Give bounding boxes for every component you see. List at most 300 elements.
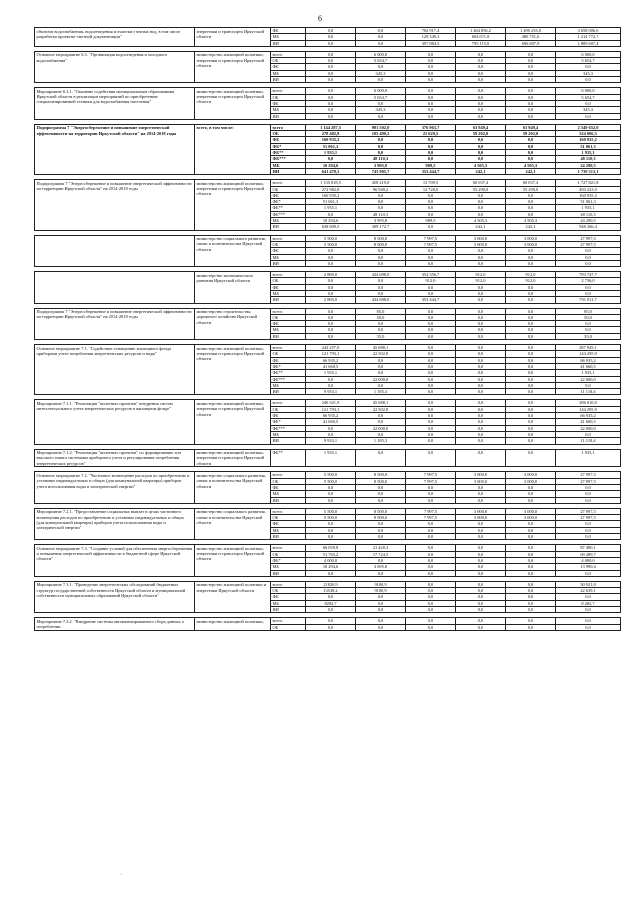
amount-cell: 0,0 <box>456 449 506 467</box>
amount-cell: 353 444,7 <box>406 297 456 303</box>
amount-cell: 10 294,6 <box>306 564 356 570</box>
amount-cell: 0,0 <box>456 137 506 143</box>
executor-cell: министерство социального развития, опеки и попечительства Иркутской области <box>195 235 271 266</box>
amount-cell: 0,0 <box>506 521 556 527</box>
funding-source-cell: МБ <box>271 70 306 76</box>
funding-source-cell: всего <box>271 618 306 624</box>
amount-cell: 0,0 <box>306 314 356 320</box>
amount-cell: 22 639,1 <box>556 588 621 594</box>
amount-cell: 41 660,5 <box>556 363 621 369</box>
amount-cell: 0,0 <box>406 607 456 613</box>
amount-cell: 13538,2 <box>306 588 356 594</box>
amount-cell: 0,0 <box>306 333 356 339</box>
amount-cell: 0,0 <box>356 28 406 34</box>
amount-cell: 1 889 607,4 <box>556 40 621 46</box>
amount-cell: 989,5 <box>406 162 456 168</box>
funding-source-cell: МБ <box>271 600 306 606</box>
amount-cell: 0,0 <box>306 521 356 527</box>
executor-cell: министерство жилищной политики, энергетики и транспорта Иркутской области <box>195 88 271 119</box>
amount-cell: 0,0 <box>406 491 456 497</box>
funding-source-cell: МБ <box>271 382 306 388</box>
amount-cell: 0,0 <box>356 290 406 296</box>
amount-cell: 0,0 <box>506 260 556 266</box>
executor-cell: министерство жилищной политики, энергетики и транспорта Иркутской области <box>195 345 271 395</box>
funding-source-cell: ФБ* <box>271 199 306 205</box>
amount-cell: 524 006,5 <box>556 131 621 137</box>
amount-cell: 22 000,0 <box>356 376 406 382</box>
amount-cell: 0,0 <box>406 64 456 70</box>
amount-cell: 0,0 <box>306 607 356 613</box>
amount-cell: 0,0 <box>456 438 506 444</box>
amount-cell: 0,0 <box>556 491 621 497</box>
amount-cell: 0,0 <box>556 382 621 388</box>
amount-cell: 912,0 <box>406 278 456 284</box>
amount-cell: 50,0 <box>356 314 406 320</box>
funding-source-cell: ФБ*** <box>271 425 306 431</box>
amount-cell: 66 935,2 <box>306 357 356 363</box>
amount-cell: 3 995,8 <box>356 162 406 168</box>
amount-cell: 0,0 <box>406 425 456 431</box>
amount-cell: 0,0 <box>406 413 456 419</box>
amount-cell: 0,0 <box>506 588 556 594</box>
amount-cell: 0,0 <box>506 205 556 211</box>
amount-cell: 11 118,4 <box>556 389 621 395</box>
amount-cell: 0,0 <box>456 192 506 198</box>
amount-cell: 35,0 <box>556 333 621 339</box>
amount-cell: 0,0 <box>406 376 456 382</box>
amount-cell: 0,0 <box>456 308 506 314</box>
amount-cell: 0,0 <box>506 327 556 333</box>
amount-cell: 2 549 652,0 <box>556 124 621 130</box>
amount-cell: 0,0 <box>356 284 406 290</box>
amount-cell: 0,0 <box>556 64 621 70</box>
table-row <box>35 400 621 406</box>
amount-cell: 0,0 <box>406 199 456 205</box>
amount-cell: 0,0 <box>506 94 556 100</box>
amount-cell: 0,0 <box>456 425 506 431</box>
amount-cell: 50,0 <box>556 314 621 320</box>
amount-cell: 0,0 <box>406 449 456 467</box>
amount-cell: 0,0 <box>306 534 356 540</box>
amount-cell: 0,0 <box>406 321 456 327</box>
amount-cell: 11 118,4 <box>556 438 621 444</box>
amount-cell: 0,0 <box>506 314 556 320</box>
amount-cell: 287 945,1 <box>556 345 621 351</box>
amount-cell: 641 478,5 <box>306 168 356 174</box>
amount-cell: 0,0 <box>356 199 406 205</box>
amount-cell: 0,0 <box>456 205 506 211</box>
funding-source-cell: МБ <box>271 162 306 168</box>
amount-cell: 0,0 <box>406 248 456 254</box>
funding-source-cell: ОБ <box>271 186 306 192</box>
amount-cell: 0,0 <box>306 156 356 162</box>
funding-source-cell: ИИ <box>271 224 306 230</box>
amount-cell: 0,0 <box>506 351 556 357</box>
amount-cell: 0,0 <box>506 431 556 437</box>
amount-cell: 59 202,0 <box>456 131 506 137</box>
amount-cell: 0,0 <box>556 534 621 540</box>
amount-cell: 5 500,0 <box>306 508 356 514</box>
amount-cell: 0,0 <box>306 321 356 327</box>
amount-cell: 1 935,1 <box>556 205 621 211</box>
amount-cell: 87 480,1 <box>556 545 621 551</box>
funding-source-cell: ФБ <box>271 413 306 419</box>
amount-cell: 0,0 <box>356 370 406 376</box>
amount-cell: 0,0 <box>406 497 456 503</box>
funding-source-cell: ФБ <box>271 64 306 70</box>
amount-cell: 4 000,0 <box>306 557 356 563</box>
amount-cell: 10 294,6 <box>306 218 356 224</box>
funding-source-cell: ОБ <box>271 515 306 521</box>
funding-source-cell: ОБ <box>271 588 306 594</box>
amount-cell: 0,0 <box>506 600 556 606</box>
amount-cell: 0,0 <box>456 570 506 576</box>
amount-cell: 0,0 <box>456 88 506 94</box>
table-row <box>35 449 621 467</box>
amount-cell: 0,0 <box>456 314 506 320</box>
amount-cell: 1 935,1 <box>556 449 621 467</box>
funding-source-cell: МБ <box>271 327 306 333</box>
amount-cell: 242,1 <box>506 224 556 230</box>
table-row <box>35 545 621 551</box>
amount-cell: 1 464 856,2 <box>456 28 506 34</box>
amount-cell: 0,0 <box>556 100 621 106</box>
amount-cell: 0,0 <box>556 327 621 333</box>
amount-cell: 0,0 <box>456 618 506 624</box>
amount-cell: 4 000,0 <box>556 557 621 563</box>
funding-source-cell: ФБ <box>271 485 306 491</box>
amount-cell: 989,5 <box>406 218 456 224</box>
amount-cell: 1 185,3 <box>356 438 406 444</box>
amount-cell: 0,0 <box>306 260 356 266</box>
amount-cell: 48 110,3 <box>356 156 406 162</box>
amount-cell: 242,1 <box>456 224 506 230</box>
amount-cell: 0,0 <box>506 199 556 205</box>
amount-cell: 0,0 <box>556 260 621 266</box>
amount-cell: 638 609,5 <box>306 224 356 230</box>
amount-cell: 0,0 <box>456 431 506 437</box>
funding-source-cell: ИИ <box>271 389 306 395</box>
amount-cell: 0,0 <box>456 600 506 606</box>
amount-cell: 0,0 <box>456 248 506 254</box>
amount-cell: 0,0 <box>506 137 556 143</box>
amount-cell: 0,0 <box>306 100 356 106</box>
amount-cell: 948 266,4 <box>556 224 621 230</box>
amount-cell: 0,0 <box>556 527 621 533</box>
amount-cell: 1 935,1 <box>556 150 621 156</box>
funding-source-cell: ИИ <box>271 168 306 174</box>
funding-source-cell: МБ <box>271 290 306 296</box>
amount-cell: 8 500,0 <box>356 515 406 521</box>
amount-cell: 1 935,1 <box>306 449 356 467</box>
amount-cell: 0,0 <box>406 382 456 388</box>
amount-cell: 0,0 <box>356 192 406 198</box>
amount-cell: 0,0 <box>556 485 621 491</box>
amount-cell: 60 037,4 <box>456 180 506 186</box>
amount-cell: 0,0 <box>356 254 406 260</box>
amount-cell: 0,0 <box>406 534 456 540</box>
executor-cell: министерство экономического развития Иркутской области <box>195 272 271 303</box>
amount-cell: 6 000,0 <box>556 51 621 57</box>
amount-cell: 0,0 <box>306 376 356 382</box>
amount-cell: 3 000,0 <box>456 478 506 484</box>
funding-source-cell: ФБ <box>271 28 306 34</box>
amount-cell: 0,0 <box>506 449 556 467</box>
amount-cell: 0,0 <box>456 150 506 156</box>
amount-cell: 0,0 <box>456 321 506 327</box>
amount-cell: 0,0 <box>306 618 356 624</box>
amount-cell: 0,0 <box>506 618 556 624</box>
amount-cell: 0,0 <box>456 557 506 563</box>
amount-cell: 0,0 <box>406 224 456 230</box>
amount-cell: 8 500,0 <box>356 472 406 478</box>
amount-cell: 0,0 <box>456 581 506 587</box>
funding-source-cell: ИИ <box>271 297 306 303</box>
amount-cell: 480 751,6 <box>506 34 556 40</box>
amount-cell: 0,0 <box>506 297 556 303</box>
funding-source-cell: всего <box>271 581 306 587</box>
amount-cell: 4 505,3 <box>456 218 506 224</box>
amount-cell: 0,0 <box>306 382 356 388</box>
amount-cell: 0,0 <box>556 521 621 527</box>
funding-source-cell: ОБ <box>271 58 306 64</box>
amount-cell: 0,0 <box>306 70 356 76</box>
activity-name-cell: Мероприятие 7.3.2. "Внедрение системы автоматизированного сбора данных о потреблении <box>35 618 195 631</box>
amount-cell: 17 724,5 <box>356 551 406 557</box>
amount-cell: 0,0 <box>506 192 556 198</box>
table-row <box>35 235 621 241</box>
amount-cell: 0,0 <box>356 77 406 83</box>
amount-cell: 0,0 <box>306 211 356 217</box>
amount-cell: 0,0 <box>356 363 406 369</box>
amount-cell: 0,0 <box>506 497 556 503</box>
amount-cell: 0,0 <box>356 431 406 437</box>
amount-cell: 0,0 <box>406 211 456 217</box>
amount-cell: 24 290,5 <box>556 162 621 168</box>
amount-cell: 0,0 <box>456 624 506 630</box>
amount-cell: 0,0 <box>456 94 506 100</box>
amount-cell: 21820,9 <box>306 581 356 587</box>
amount-cell: 0,0 <box>506 64 556 70</box>
amount-cell: 27 997,5 <box>556 515 621 521</box>
amount-cell: 0,0 <box>356 100 406 106</box>
amount-cell: 0,0 <box>506 545 556 551</box>
amount-cell: 0,0 <box>456 254 506 260</box>
amount-cell: 4 505,3 <box>506 162 556 168</box>
amount-cell: 48 110,3 <box>556 156 621 162</box>
funding-source-cell: ФБ* <box>271 143 306 149</box>
amount-cell: 0,0 <box>406 51 456 57</box>
amount-cell: 30 921,8 <box>556 581 621 587</box>
amount-cell: 0,0 <box>456 527 506 533</box>
table-row <box>35 28 621 34</box>
amount-cell: 5 500,0 <box>306 241 356 247</box>
amount-cell: 0,0 <box>506 107 556 113</box>
amount-cell: 3 000,0 <box>456 472 506 478</box>
amount-cell: 0,0 <box>356 113 406 119</box>
amount-cell: 5 654,7 <box>556 94 621 100</box>
amount-cell: 0,0 <box>356 260 406 266</box>
executor-cell: министерство жилищной политики, энергетики и транспорта Иркутской области <box>195 51 271 82</box>
amount-cell: 27 997,5 <box>556 478 621 484</box>
amount-cell: 0,0 <box>506 438 556 444</box>
amount-cell: 0,0 <box>456 143 506 149</box>
amount-cell: 901 502,0 <box>356 124 406 130</box>
activity-name-cell: Подпрограмма 7 "Энергосбережение и повышение энергетической эффективности на территории Иркутской области" на 2014-2018 годы <box>35 124 195 174</box>
amount-cell: 345,3 <box>556 70 621 76</box>
amount-cell: 0,0 <box>306 58 356 64</box>
funding-source-cell: ИИ <box>271 260 306 266</box>
funding-source-cell: ФБ*** <box>271 211 306 217</box>
amount-cell: 96 940,2 <box>356 186 406 192</box>
amount-cell: 0,0 <box>456 58 506 64</box>
amount-cell: 0,0 <box>506 290 556 296</box>
amount-cell: 0,0 <box>356 413 406 419</box>
amount-cell: 791 011,7 <box>556 297 621 303</box>
funding-source-cell: ФБ** <box>271 150 306 156</box>
table-row <box>35 581 621 587</box>
amount-cell: 5 500,0 <box>306 478 356 484</box>
amount-cell: 0,0 <box>506 413 556 419</box>
amount-cell: 69 489,7 <box>556 551 621 557</box>
amount-cell: 21 629,5 <box>406 131 456 137</box>
amount-cell: 144 295,9 <box>556 351 621 357</box>
amount-cell: 0,0 <box>356 534 406 540</box>
amount-cell: 0,0 <box>456 497 506 503</box>
amount-cell: 0,0 <box>356 497 406 503</box>
amount-cell: 0,0 <box>506 77 556 83</box>
amount-cell: 0,0 <box>456 211 506 217</box>
amount-cell: 0,0 <box>306 527 356 533</box>
activity-name-cell: Подпрограмма 7 "Энергосбережение и повышение энергетической эффективности на территории Иркутской области" на 2014-2018 годы <box>35 180 195 230</box>
amount-cell: 0,0 <box>406 624 456 630</box>
amount-cell: 48 110,3 <box>356 211 406 217</box>
amount-cell: 0,0 <box>506 150 556 156</box>
amount-cell: 0,0 <box>506 58 556 64</box>
amount-cell: 6 000,0 <box>356 88 406 94</box>
amount-cell: 353 444,7 <box>406 168 456 174</box>
amount-cell: 60 037,4 <box>506 180 556 186</box>
amount-cell: 0,0 <box>456 521 506 527</box>
amount-cell: 1 185,3 <box>356 389 406 395</box>
amount-cell: 0,0 <box>356 64 406 70</box>
amount-cell: 376 963,7 <box>406 124 456 130</box>
amount-cell: 0,0 <box>406 113 456 119</box>
amount-cell: 0,0 <box>406 88 456 94</box>
amount-cell: 272 982,8 <box>306 186 356 192</box>
activity-name-cell: Подпрограмма 7 "Энергосбережение и повышение энергетической эффективности на территории Иркутской области" на 2014-2018 годы <box>35 308 195 339</box>
funding-source-cell: всего <box>271 545 306 551</box>
funding-source-cell: ИИ <box>271 113 306 119</box>
amount-cell: 0,0 <box>506 485 556 491</box>
amount-cell: 0,0 <box>406 564 456 570</box>
amount-cell: 0,0 <box>456 607 506 613</box>
amount-cell: 0,0 <box>456 545 506 551</box>
executor-cell: министерство социального развития, опеки и попечительства Иркутской области <box>195 472 271 503</box>
funding-source-cell: всего <box>271 51 306 57</box>
activity-name-cell: Мероприятие 6.3.1. "Оказание содействия муниципальным образованиям Иркутской области в реализации мероприятий по приобретению специализированной техники для водоснабжения населения" <box>35 88 195 119</box>
amount-cell: 793 747,7 <box>556 272 621 278</box>
amount-cell: 0,0 <box>406 351 456 357</box>
amount-cell: 5 654,7 <box>356 94 406 100</box>
amount-cell: 0,0 <box>506 211 556 217</box>
amount-cell: 85,0 <box>556 308 621 314</box>
amount-cell: 1 739 313,1 <box>556 168 621 174</box>
amount-cell: 0,0 <box>306 254 356 260</box>
table-row <box>35 88 621 94</box>
funding-source-cell: всего <box>271 345 306 351</box>
amount-cell: 0,0 <box>406 581 456 587</box>
amount-cell: 0,0 <box>406 94 456 100</box>
executor-cell: министерство жилищной политики, энергетики и транспорта Иркутской области <box>195 400 271 444</box>
amount-cell: 12 720,0 <box>406 186 456 192</box>
amount-cell: 0,0 <box>406 345 456 351</box>
amount-cell: 397 884,5 <box>406 40 456 46</box>
funding-source-cell: МБ <box>271 564 306 570</box>
amount-cell: 13 709,5 <box>406 180 456 186</box>
amount-cell: 0,0 <box>306 327 356 333</box>
funding-source-cell: ФБ <box>271 321 306 327</box>
amount-cell: 85,0 <box>356 308 406 314</box>
amount-cell: 0,0 <box>406 419 456 425</box>
amount-cell: 66 935,2 <box>306 413 356 419</box>
amount-cell: 0,0 <box>406 77 456 83</box>
amount-cell: 0,0 <box>356 600 406 606</box>
amount-cell: 0,0 <box>406 527 456 533</box>
amount-cell: 0,0 <box>406 58 456 64</box>
amount-cell: 0,0 <box>356 521 406 527</box>
amount-cell: 0,0 <box>356 34 406 40</box>
amount-cell: 3 000,0 <box>456 515 506 521</box>
amount-cell: 4 505,3 <box>456 162 506 168</box>
amount-cell: 55 290,0 <box>506 186 556 192</box>
amount-cell: 0,0 <box>406 389 456 395</box>
amount-cell: 0,0 <box>456 564 506 570</box>
amount-cell: 51 061,3 <box>306 143 356 149</box>
funding-source-cell: всего <box>271 308 306 314</box>
amount-cell: 0,0 <box>456 290 506 296</box>
amount-cell: 2 736,0 <box>556 278 621 284</box>
amount-cell: 0,0 <box>556 431 621 437</box>
amount-cell: 160 935,2 <box>556 137 621 143</box>
amount-cell: 0,0 <box>506 406 556 412</box>
amount-cell: 160 935,2 <box>556 192 621 198</box>
amount-cell: 0,0 <box>356 357 406 363</box>
amount-cell: 0,0 <box>306 248 356 254</box>
amount-cell: 0,0 <box>456 588 506 594</box>
amount-cell: 41 660,5 <box>556 419 621 425</box>
amount-cell: 0,0 <box>506 284 556 290</box>
funding-source-cell: всего <box>271 124 306 130</box>
amount-cell: 129 349,3 <box>406 34 456 40</box>
budget-table <box>34 27 621 631</box>
amount-cell: 912,0 <box>456 278 506 284</box>
amount-cell: 0,0 <box>356 150 406 156</box>
funding-source-cell: всего <box>271 235 306 241</box>
amount-cell: 0,0 <box>556 77 621 83</box>
amount-cell: 9 933,1 <box>306 438 356 444</box>
amount-cell: 345,3 <box>556 107 621 113</box>
amount-cell: 160 935,2 <box>306 137 356 143</box>
amount-cell: 0,0 <box>406 618 456 624</box>
amount-cell: 0,0 <box>456 376 506 382</box>
amount-cell: 3 695,8 <box>356 564 406 570</box>
funding-source-cell: МБ <box>271 254 306 260</box>
activity-name-cell: объектов водоснабжения, водоотведения и очистки сточных вод, в том числе разработка проектно-сметной документации" <box>35 28 195 47</box>
amount-cell: 702 917,4 <box>406 28 456 34</box>
amount-cell: 121 793,1 <box>306 406 356 412</box>
amount-cell: 1 135 818,5 <box>306 180 356 186</box>
